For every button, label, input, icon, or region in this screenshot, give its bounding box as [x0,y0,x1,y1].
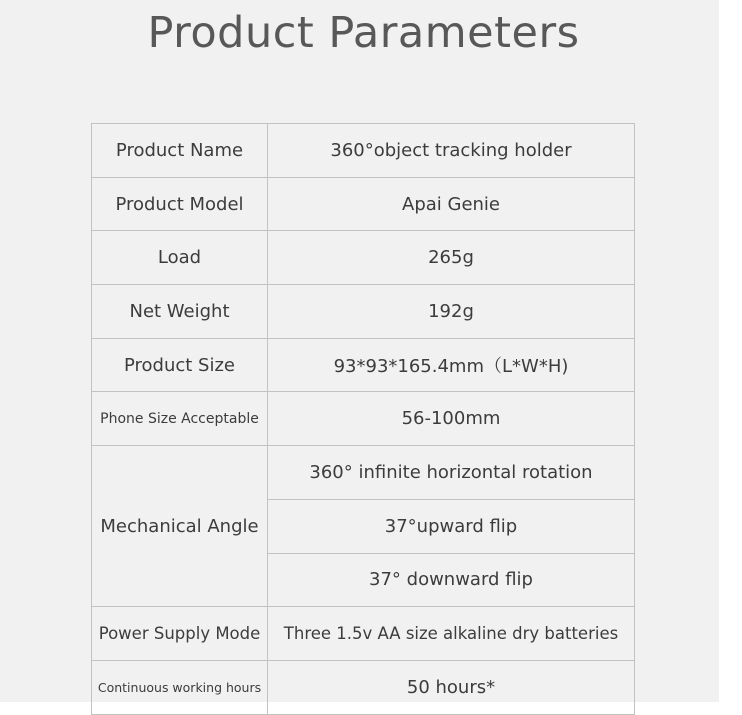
param-value: 192g [268,285,635,339]
param-value: 56-100mm [268,392,635,446]
param-label: Mechanical Angle [92,446,268,607]
table-row [92,392,635,446]
table-row [92,338,635,392]
param-label: Product Size [92,338,268,392]
param-label: Product Name [92,124,268,178]
param-value: 360° infinite horizontal rotation [268,446,635,500]
param-value: 37°upward flip [268,499,635,553]
param-value: Three 1.5v AA size alkaline dry batteries [268,607,635,661]
param-value: Apai Genie [268,177,635,231]
table-row [92,231,635,285]
param-value: 37° downward flip [268,553,635,607]
param-value: 360°object tracking holder [268,124,635,178]
param-label: Continuous working hours [92,660,268,714]
param-label: Power Supply Mode [92,607,268,661]
table-row [92,177,635,231]
param-value: 265g [268,231,635,285]
param-value: 93*93*165.4mm（L*W*H) [268,338,635,392]
page-title: Product Parameters [147,8,580,58]
param-label: Product Model [92,177,268,231]
table-row [92,285,635,339]
table-row [92,124,635,178]
param-label: Load [92,231,268,285]
table-row [92,446,635,500]
table-row [92,607,635,661]
param-value: 50 hours* [268,660,635,714]
product-parameters-table [91,123,635,715]
table-row [92,660,635,714]
param-label: Phone Size Acceptable [92,392,268,446]
param-label: Net Weight [92,285,268,339]
